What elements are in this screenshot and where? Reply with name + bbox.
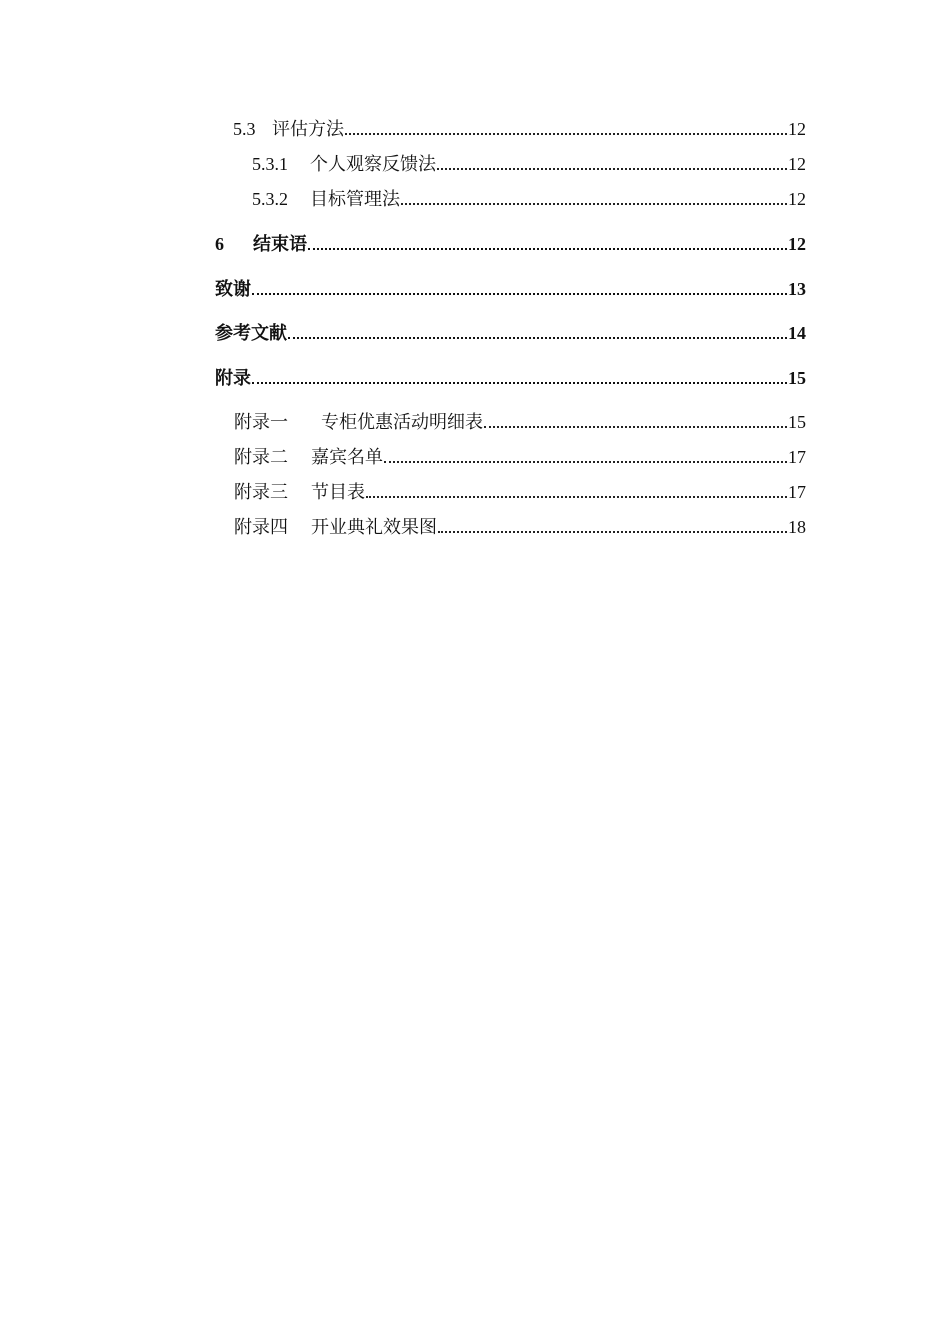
toc-entry-references[interactable] [215, 318, 806, 344]
toc-entry-page: 12 [788, 119, 806, 139]
toc-entry-5-3[interactable] [215, 114, 806, 140]
toc-entry-acknowledgements[interactable] [215, 274, 806, 300]
toc-entry-page: 17 [788, 482, 806, 502]
toc-dot-leader [366, 496, 787, 498]
toc-entry-title: 致谢 [215, 279, 251, 299]
toc-dot-leader [288, 337, 787, 339]
toc-entry-page: 12 [788, 234, 806, 254]
toc-dot-leader [484, 426, 787, 428]
toc-entry-number: 5.3.1 [252, 154, 288, 174]
toc-entry-page: 12 [788, 154, 806, 174]
toc-entry-title: 目标管理法 [310, 189, 400, 209]
toc-entry-appendix-3[interactable] [215, 477, 806, 503]
toc-entry-number: 附录三 [234, 482, 288, 502]
toc-entry-number: 附录四 [234, 517, 288, 537]
toc-entry-title: 个人观察反馈法 [310, 154, 436, 174]
toc-entry-6[interactable] [215, 229, 806, 255]
toc-entry-page: 13 [788, 279, 806, 299]
toc-entry-appendix-4[interactable] [215, 512, 806, 538]
toc-entry-number: 5.3 [233, 119, 256, 139]
toc-entry-number: 附录二 [234, 447, 288, 467]
toc-entry-number: 5.3.2 [252, 189, 288, 209]
toc-entry-appendix-2[interactable] [215, 442, 806, 468]
toc-entry-title: 结束语 [253, 234, 307, 254]
toc-entry-title: 附录 [215, 368, 251, 388]
toc-dot-leader [308, 248, 787, 250]
toc-dot-leader [437, 168, 787, 170]
toc-entry-title: 专柜优惠活动明细表 [321, 412, 483, 432]
toc-entry-5-3-2[interactable] [215, 184, 806, 210]
toc-entry-5-3-1[interactable] [215, 149, 806, 175]
toc-entry-number: 附录一 [234, 412, 288, 432]
toc-entry-title: 评估方法 [272, 119, 344, 139]
toc-entry-number: 6 [215, 234, 224, 254]
toc-dot-leader [401, 203, 787, 205]
toc-entry-title: 参考文献 [215, 323, 287, 343]
toc-dot-leader [384, 461, 787, 463]
toc-dot-leader [252, 293, 787, 295]
toc-entry-title: 节目表 [311, 482, 365, 502]
toc-entry-page: 17 [788, 447, 806, 467]
toc-dot-leader [345, 133, 787, 135]
toc-entry-appendix[interactable] [215, 363, 806, 389]
toc-dot-leader [438, 531, 787, 533]
toc-dot-leader [252, 382, 787, 384]
toc-entry-title: 嘉宾名单 [311, 447, 383, 467]
toc-entry-page: 12 [788, 189, 806, 209]
toc-entry-page: 14 [788, 323, 806, 343]
toc-entry-page: 15 [788, 412, 806, 432]
toc-entry-page: 15 [788, 368, 806, 388]
toc-entry-title: 开业典礼效果图 [311, 517, 437, 537]
toc-entry-appendix-1[interactable] [215, 407, 806, 433]
toc-entry-page: 18 [788, 517, 806, 537]
